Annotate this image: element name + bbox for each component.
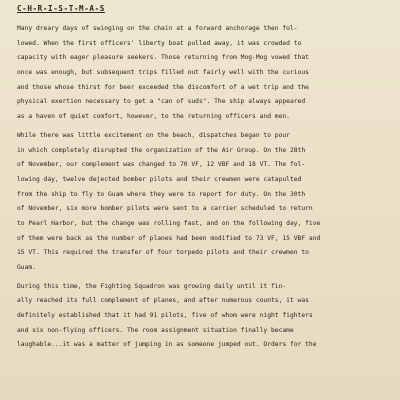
text-line: of November, our complement was changed to 70 VF, 12 VBF and 18 VT. The fol-	[17, 161, 306, 169]
text-line: and six non-flying officers. The room assignment situation finally became	[17, 326, 294, 334]
text-line: as a haven of quiet comfort, however, to the returning officers and men.	[17, 113, 290, 121]
body-text	[17, 22, 387, 353]
text-line: definitely established that it had 91 pilots, five of whom were night fighters	[17, 312, 313, 320]
paragraph	[17, 129, 387, 276]
text-line: While there was little excitement on the beach, dispatches began to pour	[17, 131, 290, 139]
text-line: of them were back as the number of planes had been modified to 73 VF, 15 VBF and	[17, 234, 321, 242]
text-line: ally reached its full complement of planes, and after numerous counts, it was	[17, 297, 309, 305]
text-line: from the ship to fly to Guam where they were to report for duty. On the 30th	[17, 190, 306, 198]
paragraph	[17, 280, 387, 353]
text-line: laughable...it was a matter of jumping in as someone jumped out. Orders for the	[17, 341, 317, 349]
text-line: lowed. When the first officers' liberty boat pulled away, it was crowded to	[17, 39, 302, 47]
text-line: Guam.	[17, 264, 36, 271]
text-line: once was enough, but subsequent trips filled out fairly well with the curious	[17, 69, 309, 77]
page-heading: C-H-R-I-S-T-M-A-S	[17, 4, 105, 13]
text-line: 15 VT. This required the transfer of four torpedo pilots and their crewmen to	[17, 249, 309, 257]
text-line: to Pearl Harbor, but the change was rolling fast, and on the following day, five	[17, 219, 321, 227]
text-line: of November, six more bomber pilots were sent to a carrier scheduled to return	[17, 205, 313, 213]
text-line: physical exertion necessary to get a "can of suds". The ship always appeared	[17, 98, 306, 106]
text-line: in which completely disrupted the organization of the Air Group. On the 28th	[17, 146, 306, 154]
paragraph	[17, 22, 387, 125]
text-line: Many dreary days of swinging on the chain at a forward anchorage then fol-	[17, 25, 298, 32]
text-line: capacity with eager pleasure seekers. Those returning from Mog-Mog vowed that	[17, 54, 309, 62]
text-line: lowing day, twelve dejected bomber pilots and their crewmen were catapulted	[17, 175, 302, 183]
text-line: During this time, the Fighting Squadron was growing daily until it fin-	[17, 282, 287, 290]
text-line: and those whose thirst for beer exceeded the discomfort of a wet trip and the	[17, 83, 309, 91]
